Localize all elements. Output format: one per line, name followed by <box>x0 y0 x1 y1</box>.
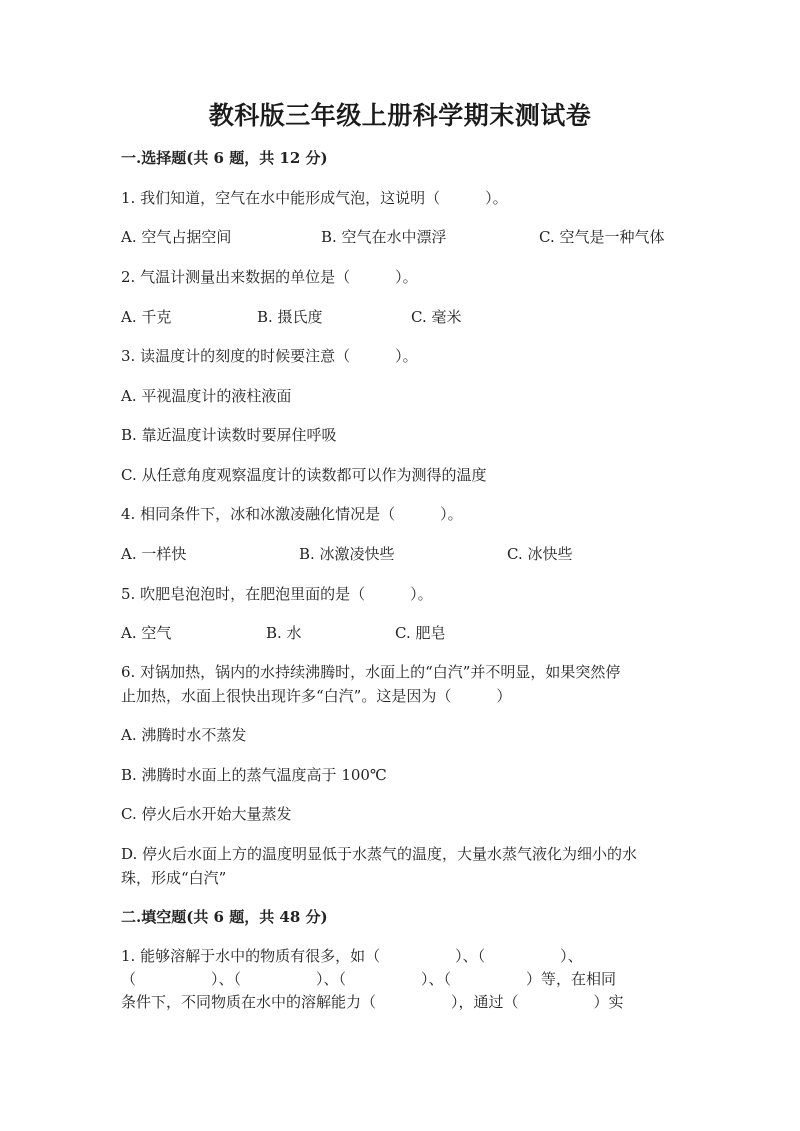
q2-option-b: B. 摄氏度 <box>257 308 323 326</box>
question-5-stem: 5. 吹肥皂泡泡时，在肥泡里面的是（ ）。 <box>121 585 433 603</box>
q2-option-a: A. 千克 <box>121 308 172 326</box>
question-3-stem: 3. 读温度计的刻度的时候要注意（ ）。 <box>121 347 418 365</box>
fill-question-1-line-3: 条件下，不同物质在水中的溶解能力（ ），通过（ ）实 <box>121 993 624 1011</box>
q1-option-a: A. 空气占据空间 <box>121 228 232 246</box>
section-heading-fill-blank: 二.填空题(共 6 题，共 48 分) <box>121 908 328 926</box>
q5-option-b: B. 水 <box>266 624 302 642</box>
question-6-stem-line-2: 止加热，水面上很快出现许多“白汽”。这是因为（ ） <box>121 687 512 705</box>
fill-question-1-line-2: （ ）、（ ）、（ ）、（ ）等，在相同 <box>121 970 617 988</box>
fill-question-1-line-1: 1. 能够溶解于水中的物质有很多，如（ ）、（ ）、 <box>121 947 583 965</box>
q2-option-c: C. 毫米 <box>411 308 462 326</box>
q3-option-b: B. 靠近温度计读数时要屏住呼吸 <box>121 426 337 444</box>
question-6-stem-line-1: 6. 对锅加热，锅内的水持续沸腾时，水面上的“白汽”并不明显，如果突然停 <box>121 663 621 681</box>
q6-option-b: B. 沸腾时水面上的蒸气温度高于 100℃ <box>121 766 387 784</box>
q1-option-b: B. 空气在水中漂浮 <box>321 228 447 246</box>
q4-option-b: B. 冰激凌快些 <box>299 545 395 563</box>
q6-option-a: A. 沸腾时水不蒸发 <box>121 726 247 744</box>
question-4-stem: 4. 相同条件下，冰和冰激凌融化情况是（ ）。 <box>121 505 463 523</box>
q4-option-c: C. 冰快些 <box>507 545 573 563</box>
question-1-stem: 1. 我们知道，空气在水中能形成气泡，这说明（ ）。 <box>121 189 508 207</box>
q4-option-a: A. 一样快 <box>121 545 187 563</box>
q6-option-d-line-2: 珠，形成“白汽” <box>121 869 227 887</box>
q3-option-a: A. 平视温度计的液柱液面 <box>121 387 292 405</box>
q6-option-c: C. 停火后水开始大量蒸发 <box>121 805 292 823</box>
q3-option-c: C. 从任意角度观察温度计的读数都可以作为测得的温度 <box>121 466 487 484</box>
question-2-stem: 2. 气温计测量出来数据的单位是（ ）。 <box>121 268 418 286</box>
q6-option-d-line-1: D. 停火后水面上方的温度明显低于水蒸气的温度，大量水蒸气液化为细小的水 <box>121 845 638 863</box>
q5-option-a: A. 空气 <box>121 624 172 642</box>
q5-option-c: C. 肥皂 <box>395 624 446 642</box>
page-title: 教科版三年级上册科学期末测试卷 <box>208 101 592 130</box>
q1-option-c: C. 空气是一种气体 <box>539 228 665 246</box>
section-heading-choice: 一.选择题(共 6 题，共 12 分) <box>121 149 328 167</box>
